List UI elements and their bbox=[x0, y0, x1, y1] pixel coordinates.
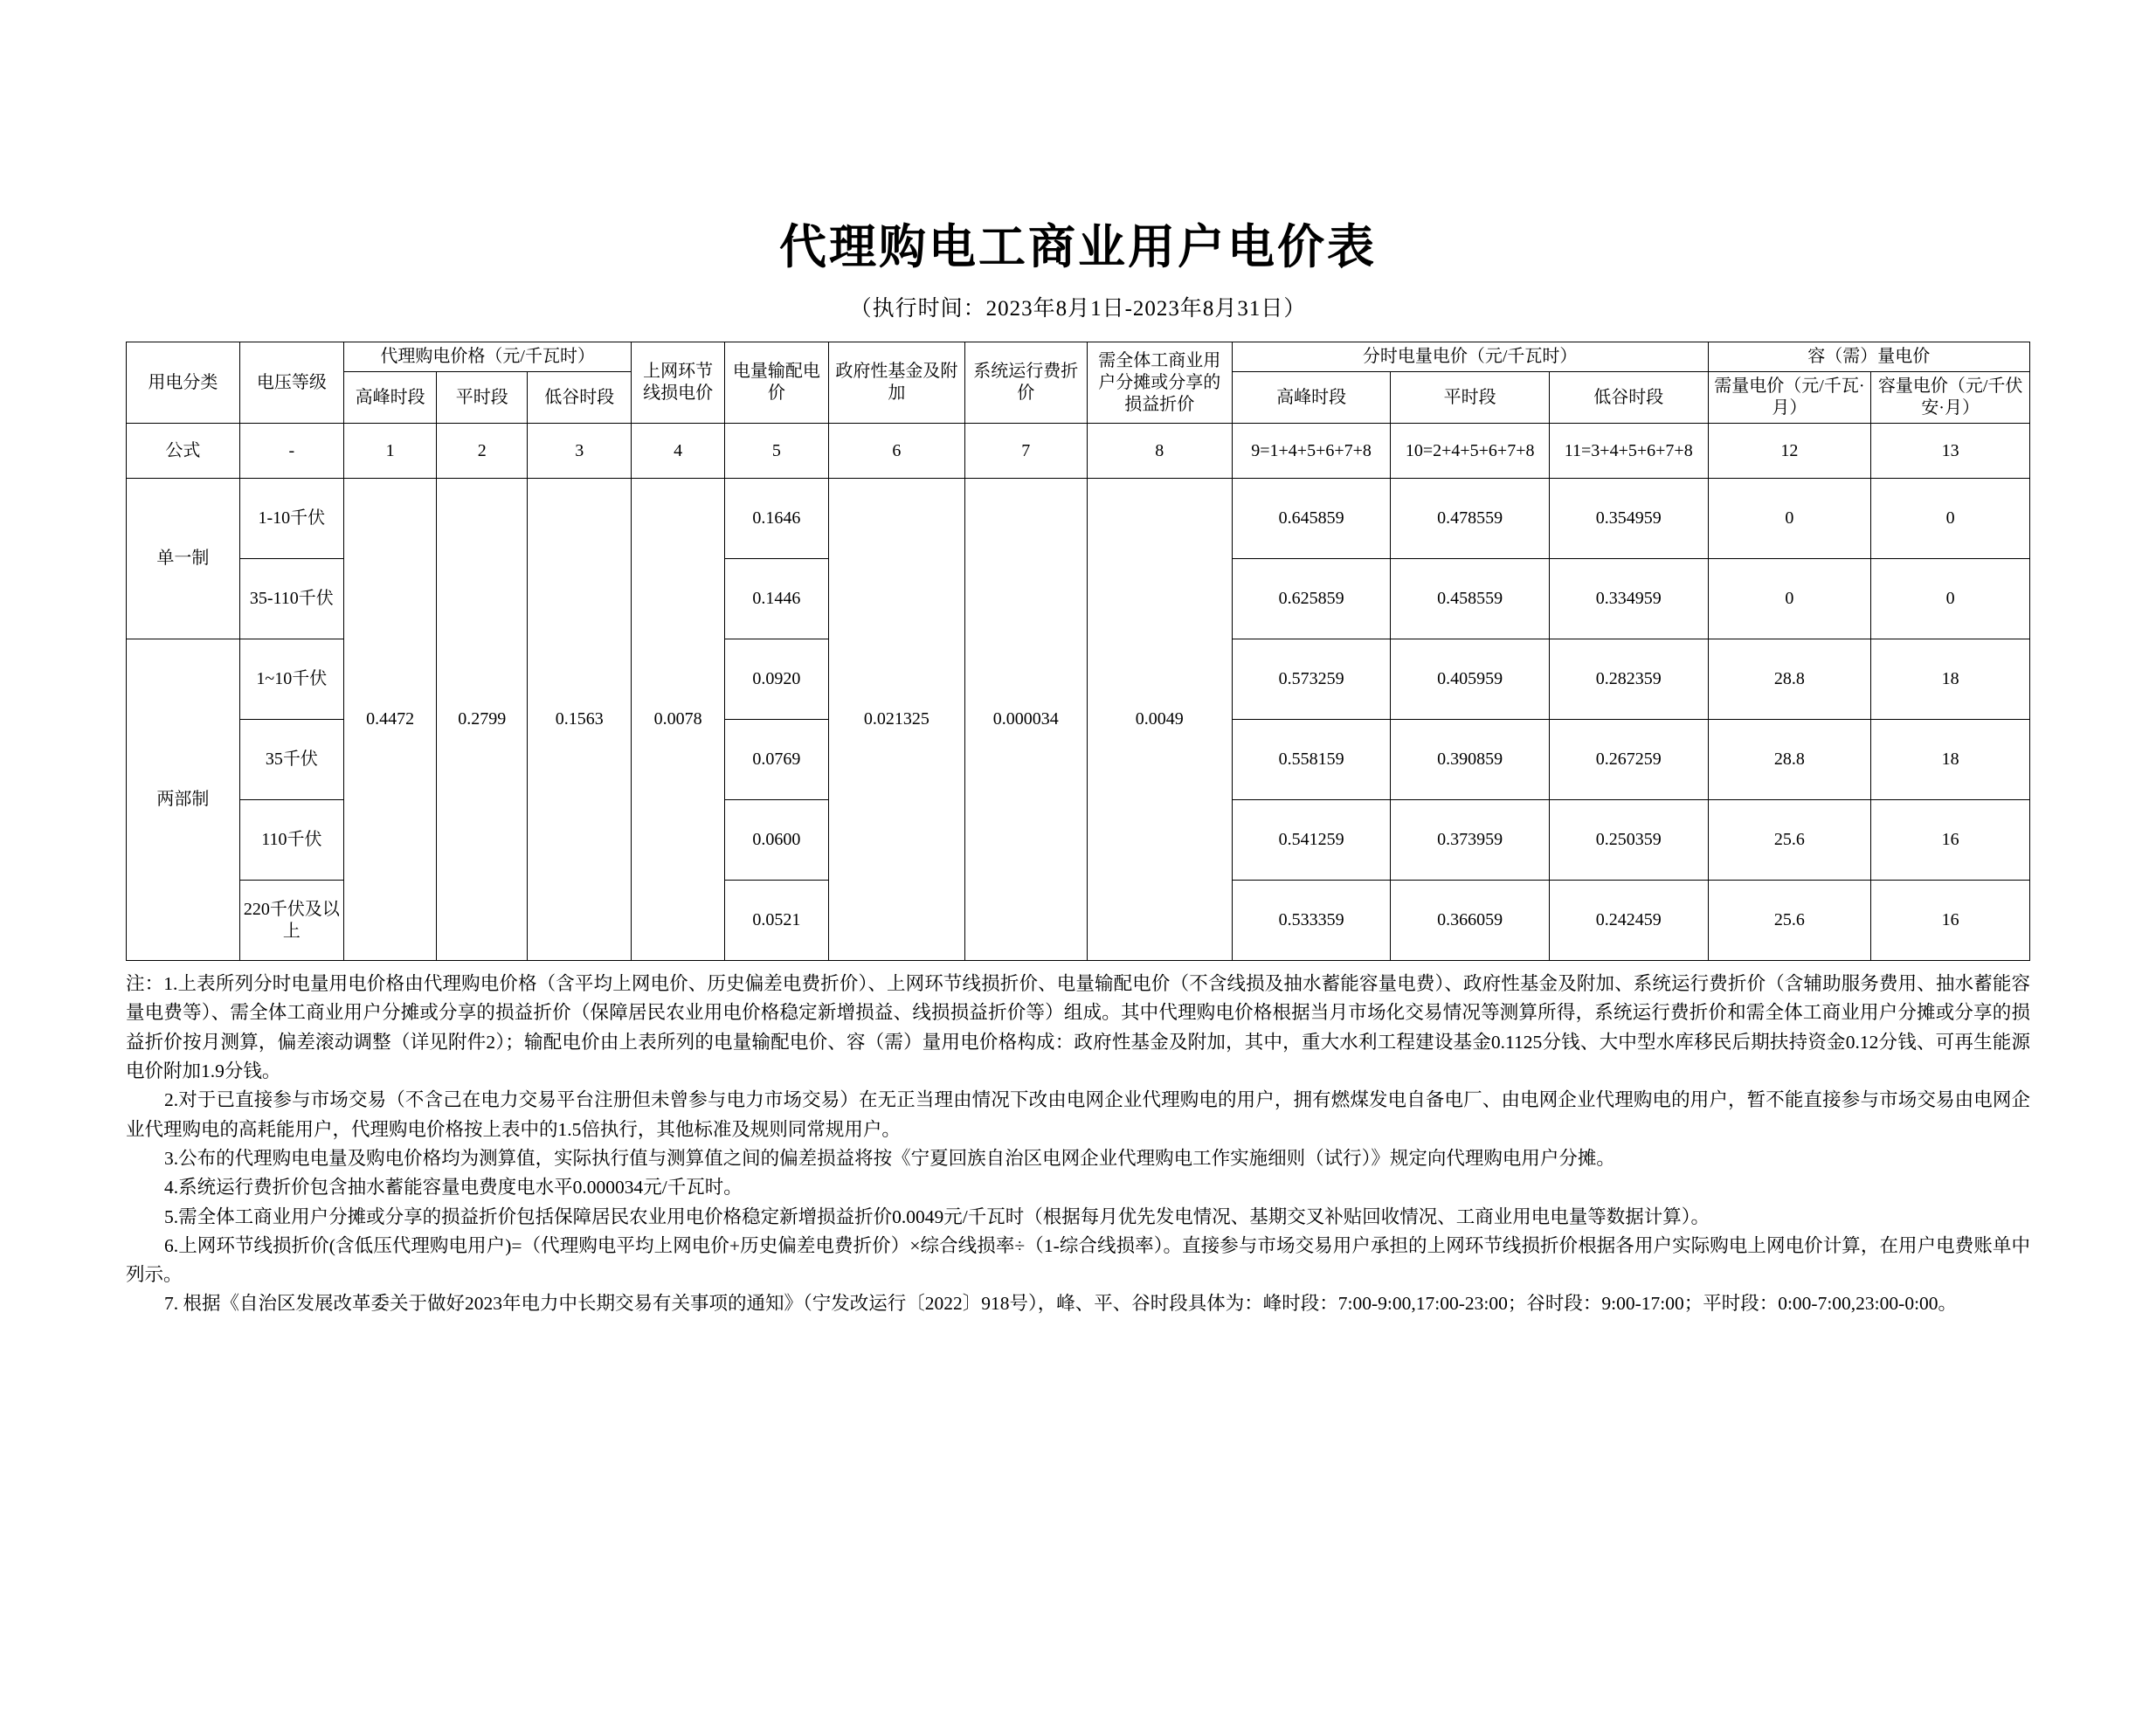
cell-demand: 25.6 bbox=[1708, 800, 1871, 881]
header-tou-peak: 高峰时段 bbox=[1232, 372, 1391, 424]
cell-capacity: 0 bbox=[1871, 479, 2030, 559]
cell-voltage: 35-110千伏 bbox=[239, 559, 343, 639]
header-capacity-price: 容量电价（元/千伏安·月） bbox=[1871, 372, 2030, 424]
formula-label: 公式 bbox=[127, 424, 240, 479]
note-item: 注：1.上表所列分时电量用电价格由代理购电价格（含平均上网电价、历史偏差电费折价）、上网环节线损折价、电量输配电价（不含线损及抽水蓄能容量电费）、政府性基金及附加、系统运行费折价（含辅助服务费用、抽水蓄能容量电费等）、需全体工商业用户分摊或分享的损益折价（保障居民农业用电价格稳定新增损益、线损损益折价等）组成。其中代理购电价格根据当月市场化交易情况等测算所得，系统运行费折价和需全体工商业用户分摊或分享的损益折价按月测算，偏差滚动调整（详见附件2）；输配电价由上表所列的电量输配电价、容（需）量用电价格构成：政府性基金及附加，其中，重大水利工程建设基金0.1125分钱、大中型水库移民后期扶持资金0.12分钱、可再生能源电价附加1.9分钱。 bbox=[126, 973, 2030, 1081]
formula-voltage: - bbox=[239, 424, 343, 479]
cell-tou-valley: 0.354959 bbox=[1549, 479, 1708, 559]
electricity-price-table bbox=[126, 342, 2030, 961]
cell-voltage: 110千伏 bbox=[239, 800, 343, 881]
cell-grid-loss: 0.0078 bbox=[632, 479, 724, 961]
cell-tou-flat: 0.405959 bbox=[1391, 639, 1550, 720]
page-title: 代理购电工商业用户电价表 bbox=[779, 221, 1377, 273]
cell-tou-peak: 0.573259 bbox=[1232, 639, 1391, 720]
note-item: 5.需全体工商业用户分摊或分享的损益折价包括保障居民农业用电价格稳定新增损益折价0.0049元/千瓦时（根据每月优先发电情况、基期交叉补贴回收情况、工商业用电电量等数据计算）。 bbox=[164, 1206, 1710, 1227]
cell-tou-flat: 0.390859 bbox=[1391, 720, 1550, 800]
formula-c4: 4 bbox=[632, 424, 724, 479]
cell-tou-flat: 0.458559 bbox=[1391, 559, 1550, 639]
cell-voltage: 1-10千伏 bbox=[239, 479, 343, 559]
table-row-formula bbox=[127, 424, 2030, 479]
cell-tou-valley: 0.267259 bbox=[1549, 720, 1708, 800]
cell-capacity: 16 bbox=[1871, 800, 2030, 881]
cell-tou-peak: 0.541259 bbox=[1232, 800, 1391, 881]
header-demand-price: 需量电价（元/千瓦·月） bbox=[1708, 372, 1871, 424]
header-shared-loss: 需全体工商业用户分摊或分享的损益折价 bbox=[1087, 342, 1232, 424]
formula-c5: 5 bbox=[724, 424, 828, 479]
formula-c1: 1 bbox=[344, 424, 437, 479]
formula-c12: 12 bbox=[1708, 424, 1871, 479]
cell-demand: 0 bbox=[1708, 559, 1871, 639]
cell-voltage: 220千伏及以上 bbox=[239, 881, 343, 961]
cell-agent-flat: 0.2799 bbox=[437, 479, 528, 961]
header-system-fee: 系统运行费折价 bbox=[964, 342, 1087, 424]
header-tou-valley: 低谷时段 bbox=[1549, 372, 1708, 424]
header-agent-peak: 高峰时段 bbox=[344, 372, 437, 424]
header-category: 用电分类 bbox=[127, 342, 240, 424]
note-item: 7. 根据《自治区发展改革委关于做好2023年电力中长期交易有关事项的通知》（宁发改运行〔2022〕918号），峰、平、谷时段具体为：峰时段：7:00-9:00,17:00-23:00；谷时段：9:00-17:00；平时段：0:00-7:00,23:00-0:00。 bbox=[164, 1293, 1958, 1315]
cell-transmission: 0.1646 bbox=[724, 479, 828, 559]
header-voltage: 电压等级 bbox=[239, 342, 343, 424]
header-capacity-group: 容（需）量电价 bbox=[1708, 342, 2029, 372]
formula-c7: 7 bbox=[964, 424, 1087, 479]
cell-tou-valley: 0.334959 bbox=[1549, 559, 1708, 639]
header-gov-fund: 政府性基金及附加 bbox=[829, 342, 965, 424]
cell-tou-peak: 0.625859 bbox=[1232, 559, 1391, 639]
page-subtitle: （执行时间：2023年8月1日-2023年8月31日） bbox=[849, 297, 1307, 321]
table-row bbox=[127, 479, 2030, 559]
cell-system-fee: 0.000034 bbox=[964, 479, 1087, 961]
cell-demand: 28.8 bbox=[1708, 639, 1871, 720]
formula-c6: 6 bbox=[829, 424, 965, 479]
formula-c11: 11=3+4+5+6+7+8 bbox=[1549, 424, 1708, 479]
header-grid-loss: 上网环节线损电价 bbox=[632, 342, 724, 424]
cell-gov-fund: 0.021325 bbox=[829, 479, 965, 961]
header-agent-valley: 低谷时段 bbox=[528, 372, 632, 424]
note-item: 6.上网环节线损折价(含低压代理购电用户)=（代理购电平均上网电价+历史偏差电费折价）×综合线损率÷（1-综合线损率）。直接参与市场交易用户承担的上网环节线损折价根据各用户实际购电上网电价计算，在用户电费账单中列示。 bbox=[126, 1234, 2030, 1286]
cell-voltage: 1~10千伏 bbox=[239, 639, 343, 720]
header-tou-flat: 平时段 bbox=[1391, 372, 1550, 424]
header-transmission: 电量输配电价 bbox=[724, 342, 828, 424]
note-item: 4.系统运行费折价包含抽水蓄能容量电费度电水平0.000034元/千瓦时。 bbox=[164, 1177, 743, 1199]
formula-c13: 13 bbox=[1871, 424, 2030, 479]
cell-capacity: 18 bbox=[1871, 639, 2030, 720]
cell-voltage: 35千伏 bbox=[239, 720, 343, 800]
cell-transmission: 0.0600 bbox=[724, 800, 828, 881]
formula-c10: 10=2+4+5+6+7+8 bbox=[1391, 424, 1550, 479]
cell-tou-valley: 0.250359 bbox=[1549, 800, 1708, 881]
notes-section bbox=[126, 970, 2030, 1319]
cell-tou-flat: 0.478559 bbox=[1391, 479, 1550, 559]
table-header-row-1 bbox=[127, 342, 2030, 372]
cell-transmission: 0.0920 bbox=[724, 639, 828, 720]
formula-c2: 2 bbox=[437, 424, 528, 479]
cell-agent-valley: 0.1563 bbox=[528, 479, 632, 961]
cell-transmission: 0.0769 bbox=[724, 720, 828, 800]
note-item: 2.对于已直接参与市场交易（不含己在电力交易平台注册但未曾参与电力市场交易）在无正当理由情况下改由电网企业代理购电的用户，拥有燃煤发电自备电厂、由电网企业代理购电的用户，暂不能直接参与市场交易由电网企业代理购电的高耗能用户，代理购电价格按上表中的1.5倍执行，其他标准及规则同常规用户。 bbox=[126, 1089, 2030, 1140]
note-item: 3.公布的代理购电电量及购电价格均为测算值，实际执行值与测算值之间的偏差损益将按《宁夏回族自治区电网企业代理购电工作实施细则（试行）》规定向代理购电用户分摊。 bbox=[164, 1147, 1615, 1169]
cell-capacity: 16 bbox=[1871, 881, 2030, 961]
cell-tou-flat: 0.373959 bbox=[1391, 800, 1550, 881]
header-agent-price-group: 代理购电价格（元/千瓦时） bbox=[344, 342, 632, 372]
cell-transmission: 0.0521 bbox=[724, 881, 828, 961]
header-tou-group: 分时电量电价（元/千瓦时） bbox=[1232, 342, 1708, 372]
document-page bbox=[0, 210, 2156, 1734]
formula-c8: 8 bbox=[1087, 424, 1232, 479]
cell-tou-peak: 0.558159 bbox=[1232, 720, 1391, 800]
cell-demand: 0 bbox=[1708, 479, 1871, 559]
cell-capacity: 18 bbox=[1871, 720, 2030, 800]
formula-c9: 9=1+4+5+6+7+8 bbox=[1232, 424, 1391, 479]
cell-tou-flat: 0.366059 bbox=[1391, 881, 1550, 961]
row-group-two-part: 两部制 bbox=[127, 639, 240, 961]
header-agent-flat: 平时段 bbox=[437, 372, 528, 424]
cell-demand: 25.6 bbox=[1708, 881, 1871, 961]
formula-c3: 3 bbox=[528, 424, 632, 479]
cell-shared-loss: 0.0049 bbox=[1087, 479, 1232, 961]
cell-capacity: 0 bbox=[1871, 559, 2030, 639]
cell-tou-peak: 0.645859 bbox=[1232, 479, 1391, 559]
cell-tou-peak: 0.533359 bbox=[1232, 881, 1391, 961]
cell-agent-peak: 0.4472 bbox=[344, 479, 437, 961]
row-group-single: 单一制 bbox=[127, 479, 240, 639]
cell-tou-valley: 0.242459 bbox=[1549, 881, 1708, 961]
cell-demand: 28.8 bbox=[1708, 720, 1871, 800]
cell-tou-valley: 0.282359 bbox=[1549, 639, 1708, 720]
cell-transmission: 0.1446 bbox=[724, 559, 828, 639]
